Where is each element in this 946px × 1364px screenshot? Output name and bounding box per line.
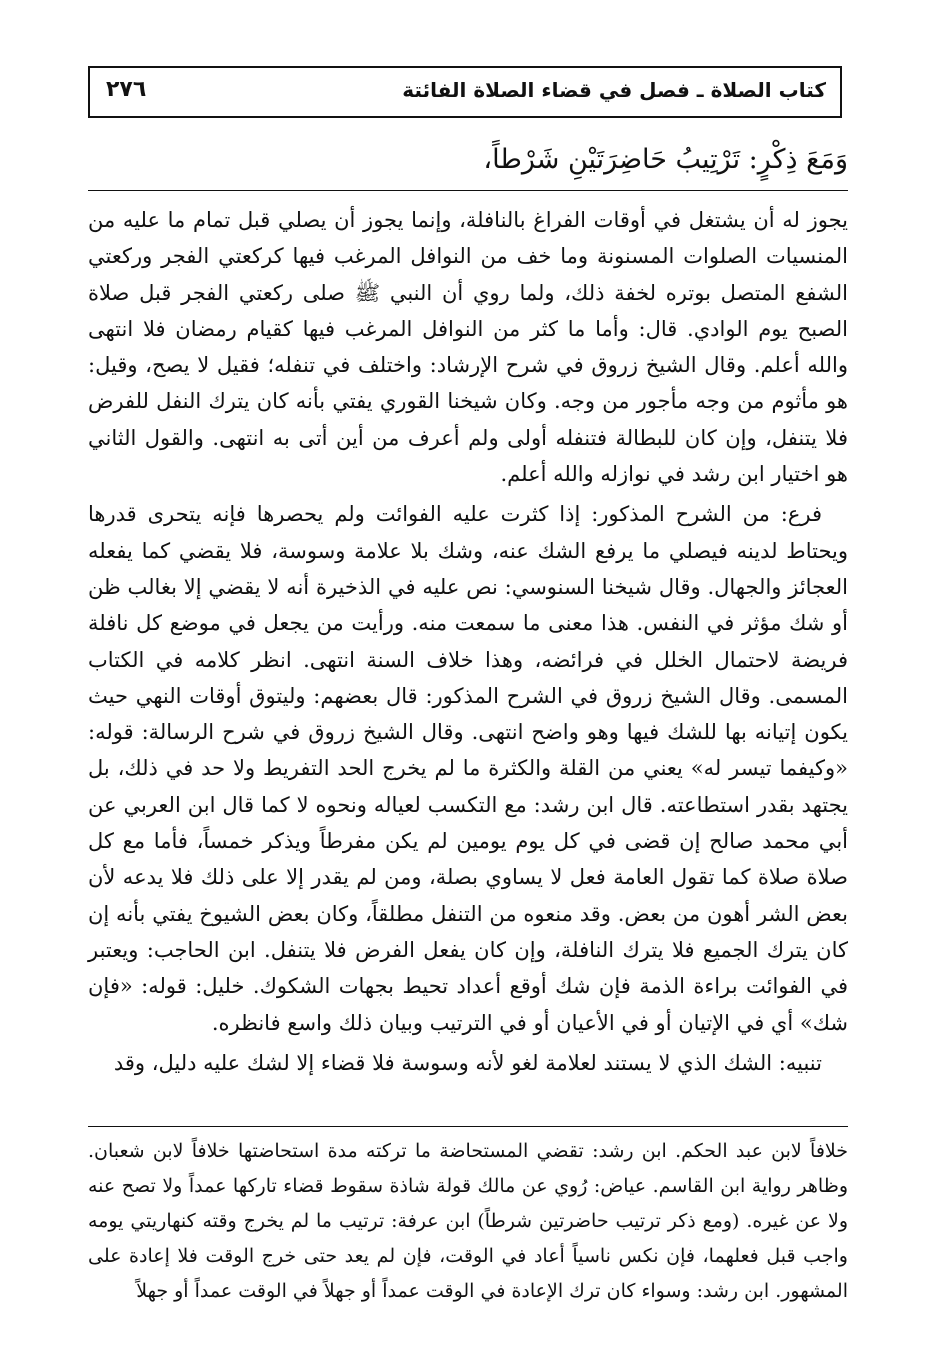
matn-verse: وَمَعَ ذِكْرٍ: تَرْتِيبُ حَاضِرَتَيْنِ شَرْطاً، [483, 144, 848, 175]
book-page [88, 66, 848, 1336]
commentary-paragraph: تنبيه: الشك الذي لا يستند لعلامة لغو لأنه وسوسة فلا قضاء إلا لشك عليه دليل، وقد [113, 1050, 822, 1075]
commentary-paragraph: فرع: من الشرح المذكور: إذا كثرت عليه الفوائت ولم يحصرها فإنه يتحرى قدرها ويحتاط لدينه فيصلي ما يرفع الشك عنه، وشك بلا علامة وسوسة، فلا يقضي كما يفعله العجائز والجهال. وقال شيخنا السنوسي: نص عليه في الذخيرة أنه لا يقضي إلا بغالب ظن أو شك مؤثر في النفس. هذا معنى ما سمعت منه. ورأيت من يجعل في موضع كل نافلة فريضة لاحتمال الخلل في فرائضه، وهذا خلاف السنة انتهى. انظر كلامه في الكتاب المسمى. وقال الشيخ زروق في الشرح المذكور: قال بعضهم: وليتوق أوقات النهي حيث يكون إتيانه بها للشك فيها وهو واضح انتهى. وقال الشيخ زروق في شرح الرسالة: قوله: «وكيفما تيسر له» يعني من القلة والكثرة ما لم يخرج الحد التفريط ولا حد في ذلك، بل يجتهد بقدر استطاعته. قال ابن رشد: مع التكسب لعياله ونحوه لا كما قال ابن العربي عن أبي محمد صالح إن قضى في كل يوم يومين لم يكن مفرطاً ويذكر خمساً، فأما مع كل صلاة صلاة كما تقول العامة فعل لا يساوي بصلة، ومن لم يقدر إلا على ذلك فلا يدعه لأن بعض الشر أهون من بعض. وقد منعوه من التنفل مطلقاً، وكان بعض الشيوخ يفتي بأنه إن كان يترك الجميع فلا يترك النافلة، وإن كان يفعل الفرض فلا يتنفل. ابن الحاجب: ويعتبر في الفوائت براءة الذمة فإن شك أوقع أعداد تحيط بجهات الشكوك. خليل: قوله: «فإن شك» أي في الإتيان أو في الأعيان أو في الترتيب وبيان ذلك واسع فانظره. [88, 502, 848, 1035]
commentary-paragraph: يجوز له أن يشتغل في أوقات الفراغ بالنافلة، وإنما يجوز أن يصلي قبل تمام ما عليه من المنسيات الصلوات المسنونة وما خف من النوافل المرغب فيها كركعتي الفجر وركعتي الشفع المتصل بوتره لخفة ذلك، ولما روي أن النبي ﷺ صلى ركعتي الفجر قبل صلاة الصبح يوم الوادي. قال: وأما ما كثر من النوافل المرغب فيها كقيام رمضان فلا انتهى والله أعلم. وقال الشيخ زروق في شرح الإرشاد: واختلف في تنفله؛ فقيل لا يصح، وقيل: هو مأثوم من وجه مأجور من وجه. وكان شيخنا القوري يفتي بأنه كان يترك النفل للفرض فلا يتنفل، وإن كان للبطالة فتنفله أولى ولم أعرف من أين أتى به انتهى. والقول الثاني هو اختيار ابن رشد في نوازله والله أعلم. [88, 208, 848, 487]
running-header [88, 66, 842, 118]
footnote-divider [88, 1126, 848, 1127]
chapter-title: كتاب الصلاة ـ فصل في قضاء الصلاة الفائتة [402, 78, 826, 102]
footnote-text: خلافاً لابن عبد الحكم. ابن رشد: تقضي المستحاضة ما تركته مدة استحاضتها خلافاً لابن شعبان. وظاهر رواية ابن القاسم. عياض: رُوي عن مالك قولة شاذة سقوط قضاء تاركها عمداً ولا تصح عنه ولا عن غيره. (ومع ذكر ترتيب حاضرتين شرطاً) ابن عرفة: ترتيب ما لم يخرج وقته كنهاريتي يومه واجب قبل فعلهما، فإن نكس ناسياً أعاد في الوقت، فإن لم يعد حتى خرج الوقت فلا إعادة على المشهور. ابن رشد: وسواء كان ترك الإعادة في الوقت عمداً أو جهلاً في الوقت عمداً أو جهلاً [88, 1140, 848, 1302]
matn-divider [88, 190, 848, 191]
commentary-body [88, 202, 848, 1081]
footnotes [88, 1134, 848, 1309]
page-number: ٢٧٦ [106, 77, 147, 102]
